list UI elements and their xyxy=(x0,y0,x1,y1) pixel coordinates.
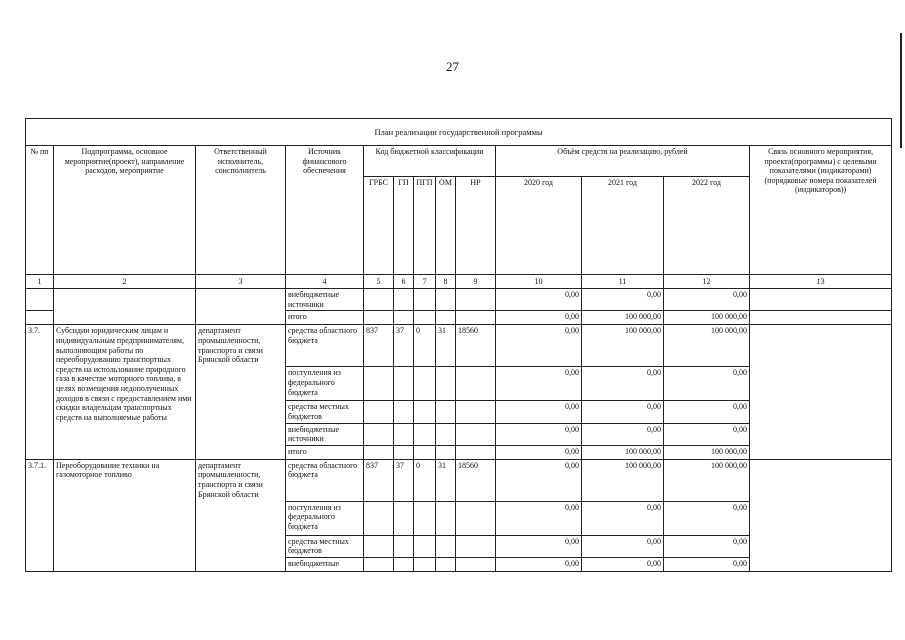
value-2022: 0,00 xyxy=(664,401,750,423)
table-row xyxy=(26,311,892,325)
source-cell: внебюджетные xyxy=(286,558,364,572)
source-cell: средства областного бюджета xyxy=(286,325,364,367)
om-cell: 31 xyxy=(436,325,456,367)
value-2020: 0,00 xyxy=(496,558,582,572)
value-2021: 100 000,00 xyxy=(582,459,664,501)
value-2021: 0,00 xyxy=(582,501,664,535)
value-2020: 0,00 xyxy=(496,501,582,535)
value-2022: 0,00 xyxy=(664,501,750,535)
column-number: 9 xyxy=(456,275,496,289)
value-2021: 100 000,00 xyxy=(582,445,664,459)
column-number: 12 xyxy=(664,275,750,289)
value-2021: 0,00 xyxy=(582,535,664,557)
value-2021: 0,00 xyxy=(582,423,664,445)
grbs-cell: 837 xyxy=(364,325,394,367)
value-2020: 0,00 xyxy=(496,535,582,557)
table-title: План реализации государственной программы xyxy=(26,119,892,146)
gp-cell: 37 xyxy=(394,325,414,367)
value-2020: 0,00 xyxy=(496,367,582,401)
value-2020: 0,00 xyxy=(496,459,582,501)
header-nr: НР xyxy=(456,177,496,275)
header-budget-code: Код бюджетной классификации xyxy=(364,146,496,177)
header-gp: ГП xyxy=(394,177,414,275)
program-cell: Переоборудование техники на газомоторное топливо xyxy=(54,459,196,571)
nr-cell: 18560 xyxy=(456,325,496,367)
source-cell: средства местных бюджетов xyxy=(286,535,364,557)
value-2020: 0,00 xyxy=(496,423,582,445)
table-row xyxy=(26,289,892,311)
header-source: Источник финансового обеспечения xyxy=(286,146,364,177)
column-number: 5 xyxy=(364,275,394,289)
plan-table xyxy=(25,118,892,572)
column-number: 1 xyxy=(26,275,54,289)
page-number: 27 xyxy=(446,59,459,74)
header-2021: 2021 год xyxy=(582,177,664,275)
margin-mark xyxy=(900,33,902,148)
value-2022: 0,00 xyxy=(664,558,750,572)
table-row xyxy=(26,325,892,367)
header-2020: 2020 год xyxy=(496,177,582,275)
source-cell: поступления из федерального бюджета xyxy=(286,501,364,535)
header-responsible: Ответственный исполнитель, соисполнитель xyxy=(196,146,286,177)
value-2022: 0,00 xyxy=(664,367,750,401)
source-cell: итого xyxy=(286,445,364,459)
header-program: Подпрограмма, основное мероприятие(проект), направление расходов, мероприятие xyxy=(54,146,196,177)
value-2021: 0,00 xyxy=(582,558,664,572)
gp-cell: 37 xyxy=(394,459,414,501)
value-2022: 0,00 xyxy=(664,423,750,445)
header-num: № пп xyxy=(26,146,54,177)
responsible-cell: департамент промышленности, транспорта и связи Брянской области xyxy=(196,459,286,571)
table-row xyxy=(26,459,892,501)
value-2021: 100 000,00 xyxy=(582,311,664,325)
header-om: ОМ xyxy=(436,177,456,275)
header-pgp: ПГП xyxy=(414,177,436,275)
column-number: 11 xyxy=(582,275,664,289)
column-number: 3 xyxy=(196,275,286,289)
column-number: 2 xyxy=(54,275,196,289)
nr-cell: 18560 xyxy=(456,459,496,501)
grbs-cell: 837 xyxy=(364,459,394,501)
header-volume: Объём средств на реализацию, рублей xyxy=(496,146,750,177)
source-cell: внебюджетные источники xyxy=(286,423,364,445)
value-2021: 0,00 xyxy=(582,367,664,401)
value-2021: 0,00 xyxy=(582,401,664,423)
responsible-cell: департамент промышленности, транспорта и связи Брянской области xyxy=(196,325,286,459)
program-cell: Субсидии юридическим лицам и индивидуальным предпринимателям, выполняющим работы по переоборудованию транспортных средств на использование природного газа в качестве моторного топлива, в целях возмещения недополученных доходов в связи с предоставлением ими скидки владельцам транспортных средств на выполняемые работы xyxy=(54,325,196,459)
column-number: 13 xyxy=(750,275,892,289)
pgp-cell: 0 xyxy=(414,459,436,501)
source-cell: внебюджетные источники xyxy=(286,289,364,311)
om-cell: 31 xyxy=(436,459,456,501)
value-2022: 100 000,00 xyxy=(664,445,750,459)
value-2022: 100 000,00 xyxy=(664,325,750,367)
header-2022: 2022 год xyxy=(664,177,750,275)
source-cell: средства местных бюджетов xyxy=(286,401,364,423)
column-number: 7 xyxy=(414,275,436,289)
row-number: 3.7. xyxy=(26,325,54,459)
value-2020: 0,00 xyxy=(496,289,582,311)
value-2020: 0,00 xyxy=(496,311,582,325)
source-cell: средства областного бюджета xyxy=(286,459,364,501)
pgp-cell: 0 xyxy=(414,325,436,367)
value-2020: 0,00 xyxy=(496,325,582,367)
value-2022: 100 000,00 xyxy=(664,459,750,501)
value-2021: 100 000,00 xyxy=(582,325,664,367)
column-number: 10 xyxy=(496,275,582,289)
column-number: 8 xyxy=(436,275,456,289)
value-2022: 100 000,00 xyxy=(664,311,750,325)
row-number: 3.7.1. xyxy=(26,459,54,571)
source-cell: итого xyxy=(286,311,364,325)
value-2022: 0,00 xyxy=(664,289,750,311)
source-cell: поступления из федерального бюджета xyxy=(286,367,364,401)
header-link: Связь основного мероприятия, проекта(программы) с целевыми показателями (индикаторами) (порядковые номера показателей (индикаторов)) xyxy=(750,146,892,275)
column-number: 4 xyxy=(286,275,364,289)
header-grbs: ГРБС xyxy=(364,177,394,275)
value-2022: 0,00 xyxy=(664,535,750,557)
value-2020: 0,00 xyxy=(496,445,582,459)
value-2020: 0,00 xyxy=(496,401,582,423)
column-number-row xyxy=(26,275,892,289)
value-2021: 0,00 xyxy=(582,289,664,311)
column-number: 6 xyxy=(394,275,414,289)
